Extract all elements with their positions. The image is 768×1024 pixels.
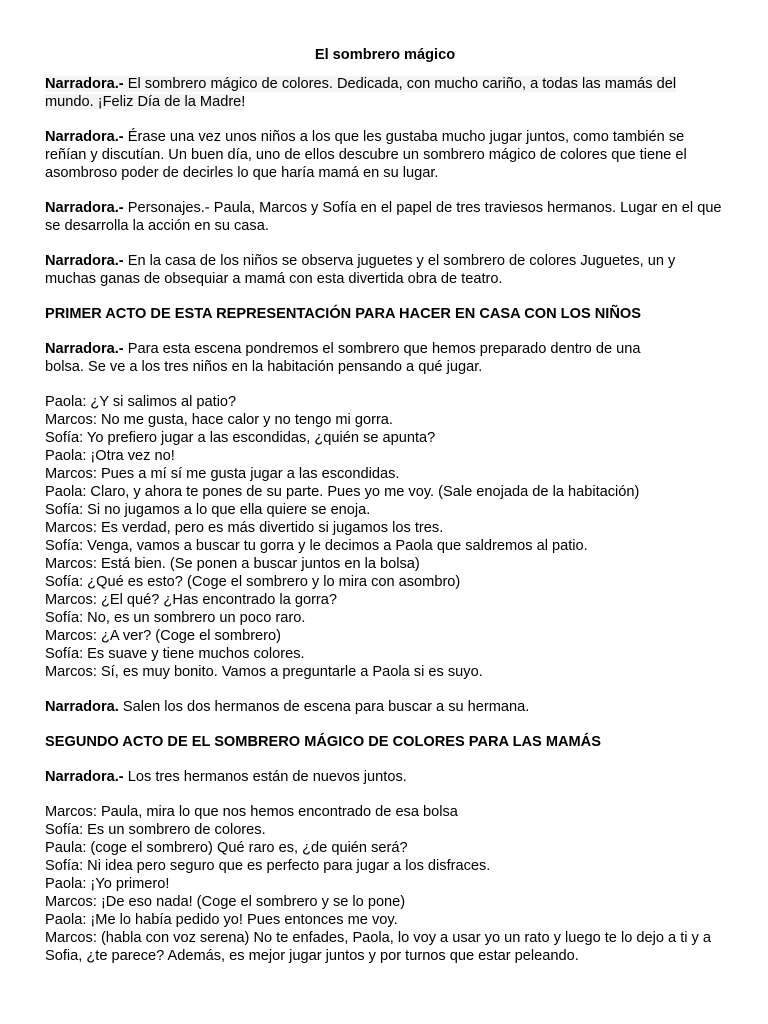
- dialogue-line: Marcos: Paula, mira lo que nos hemos encontrado de esa bolsa: [45, 804, 458, 820]
- dialogue-line: Paula: (coge el sombrero) Qué raro es, ¿de quién será?: [45, 840, 408, 856]
- intro-paragraph: [45, 75, 725, 111]
- dialogue-line: Marcos: Está bien. (Se ponen a buscar juntos en la bolsa): [45, 556, 420, 572]
- dialogue-line: Sofía: ¿Qué es esto? (Coge el sombrero y lo mira con asombro): [45, 574, 461, 590]
- narrator-label: Narradora.: [45, 699, 119, 715]
- dialogue-line: Marcos: ¿A ver? (Coge el sombrero): [45, 628, 282, 644]
- narrator-label: Narradora.-: [45, 769, 124, 785]
- dialogue-line: Paola: Claro, y ahora te pones de su parte. Pues yo me voy. (Sale enojada de la habitación): [45, 484, 640, 500]
- act2-heading: SEGUNDO ACTO DE EL SOMBRERO MÁGICO DE COLORES PARA LAS MAMÁS: [45, 734, 601, 750]
- dialogue-line: Paola: ¡Otra vez no!: [45, 448, 175, 464]
- intro-text: En la casa de los niños se observa juguetes y el sombrero de colores Juguetes, un y muchas ganas de obsequiar a mamá con esta divertida obra de teatro.: [45, 253, 676, 287]
- dialogue-line: Sofía: Es un sombrero de colores.: [45, 822, 266, 838]
- dialogue-line: Paola: ¿Y si salimos al patio?: [45, 394, 237, 410]
- document-body: [45, 46, 725, 982]
- intro-text: Érase una vez unos niños a los que les gustaba mucho jugar juntos, como también se reñían y discutían. Un buen día, uno de ellos descubre un sombrero mágico de colores que tiene el asombroso poder de decirles lo que haría mamá en su lugar.: [45, 129, 687, 181]
- dialogue-line: Sofía: No, es un sombrero un poco raro.: [45, 610, 306, 626]
- dialogue-line: Marcos: No me gusta, hace calor y no tengo mi gorra.: [45, 412, 393, 428]
- act1-closing-narration: [45, 698, 725, 716]
- act2-narration-text: Los tres hermanos están de nuevos juntos.: [127, 769, 407, 785]
- dialogue-line: Marcos: Es verdad, pero es más divertido si jugamos los tres.: [45, 520, 444, 536]
- narrator-label: Narradora.-: [45, 76, 124, 92]
- narrator-label: Narradora.-: [45, 200, 124, 216]
- intro-text: El sombrero mágico de colores. Dedicada, con mucho cariño, a todas las mamás del mundo. ¡Feliz Día de la Madre!: [45, 76, 677, 110]
- closing-narration-text: Salen los dos hermanos de escena para buscar a su hermana.: [122, 699, 530, 715]
- dialogue-line: Marcos: ¡De eso nada! (Coge el sombrero y se lo pone): [45, 894, 406, 910]
- narrator-label: Narradora.-: [45, 253, 124, 269]
- dialogue-line: Sofía: Es suave y tiene muchos colores.: [45, 646, 305, 662]
- intro-paragraph: [45, 199, 725, 235]
- document-title: El sombrero mágico: [314, 47, 456, 63]
- act2-narration: [45, 768, 725, 786]
- dialogue-line: Paola: ¡Yo primero!: [45, 876, 170, 892]
- dialogue-line: Paola: ¡Me lo había pedido yo! Pues entonces me voy.: [45, 912, 398, 928]
- intro-paragraph: [45, 252, 725, 288]
- act2-dialogue: [45, 803, 725, 965]
- act1-narration-line: bolsa. Se ve a los tres niños en la habitación pensando a qué jugar.: [45, 359, 483, 375]
- narrator-label: Narradora.-: [45, 129, 124, 145]
- dialogue-line: Marcos: (habla con voz serena) No te enfades, Paola, lo voy a usar yo un rato y luego te lo dejo a ti y a Sofia, ¿te parece? Además, es mejor jugar juntos y por turnos que estar peleando.: [45, 930, 712, 964]
- intro-paragraph: [45, 128, 725, 182]
- dialogue-line: Sofía: Yo prefiero jugar a las escondidas, ¿quién se apunta?: [45, 430, 436, 446]
- dialogue-line: Sofía: Si no jugamos a lo que ella quiere se enoja.: [45, 502, 371, 518]
- act1-narration-line: Para esta escena pondremos el sombrero que hemos preparado dentro de una: [127, 341, 641, 357]
- dialogue-line: Marcos: Sí, es muy bonito. Vamos a preguntarle a Paola si es suyo.: [45, 664, 483, 680]
- dialogue-line: Sofía: Venga, vamos a buscar tu gorra y le decimos a Paola que saldremos al patio.: [45, 538, 588, 554]
- narrator-label: Narradora.-: [45, 341, 124, 357]
- dialogue-line: Marcos: Pues a mí sí me gusta jugar a las escondidas.: [45, 466, 400, 482]
- act1-narration: [45, 340, 725, 376]
- dialogue-line: Marcos: ¿El qué? ¿Has encontrado la gorra?: [45, 592, 338, 608]
- intro-text: Personajes.- Paula, Marcos y Sofía en el papel de tres traviesos hermanos. Lugar en el que se desarrolla la acción en su casa.: [45, 200, 722, 234]
- act1-heading: PRIMER ACTO DE ESTA REPRESENTACIÓN PARA HACER EN CASA CON LOS NIÑOS: [45, 306, 641, 322]
- act1-dialogue: [45, 393, 725, 681]
- dialogue-line: Sofía: Ni idea pero seguro que es perfecto para jugar a los disfraces.: [45, 858, 491, 874]
